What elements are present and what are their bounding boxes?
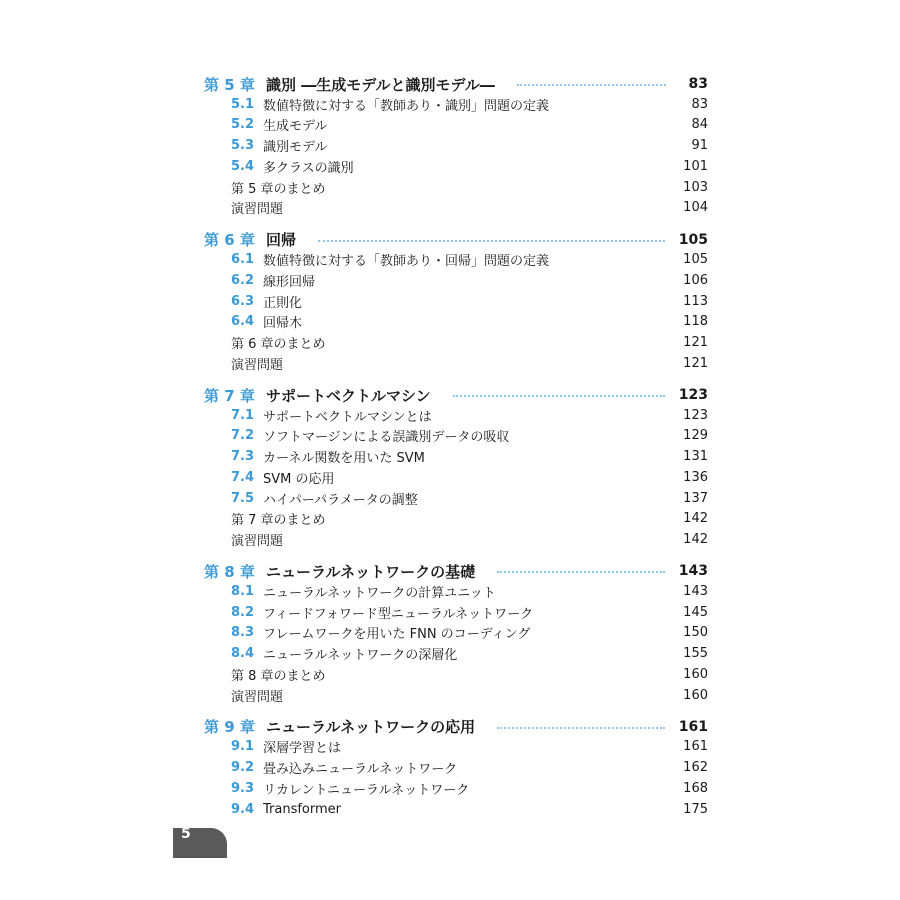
section-row xyxy=(231,333,708,353)
section-number: 5.4 xyxy=(231,158,255,174)
dotted-leader xyxy=(318,240,665,242)
section-title: 演習問題 xyxy=(231,202,284,218)
section-title: 演習問題 xyxy=(231,357,284,373)
section-row xyxy=(231,467,708,487)
section-title: 数値特徴に対する「教師あり・識別」問題の定義 xyxy=(263,98,550,114)
section-row xyxy=(231,644,708,664)
chapter-row xyxy=(204,229,708,251)
section-page-number: 121 xyxy=(683,335,708,350)
chapter-page-number: 105 xyxy=(678,231,708,248)
section-title: SVM の応用 xyxy=(263,471,335,487)
section-number: 9.2 xyxy=(231,760,255,775)
chapter-page-number: 123 xyxy=(678,387,708,403)
section-row xyxy=(231,250,708,270)
chapter-label: 第 7 章 xyxy=(204,386,255,405)
section-page-number: 168 xyxy=(683,780,708,796)
section-title: フィードフォワード型ニューラルネットワーク xyxy=(263,606,534,622)
section-title: 第 6 章のまとめ xyxy=(231,337,326,352)
section-row xyxy=(231,270,708,290)
section-row xyxy=(231,602,708,622)
section-page-number: 150 xyxy=(683,625,708,641)
section-row xyxy=(231,623,708,643)
section-title: ハイパーパラメータの調整 xyxy=(263,492,418,508)
section-row xyxy=(231,405,708,425)
section-number: 5.1 xyxy=(231,96,255,112)
chapter-row xyxy=(204,73,708,95)
section-number: 9.3 xyxy=(231,780,255,796)
section-title: 多クラスの識別 xyxy=(263,160,354,176)
section-page-number: 104 xyxy=(683,200,708,216)
section-title: リカレントニューラルネットワーク xyxy=(263,782,470,798)
chapter-title: ニューラルネットワークの基礎 xyxy=(266,562,476,581)
section-page-number: 83 xyxy=(691,96,708,112)
section-number: 6.1 xyxy=(231,252,255,267)
section-page-number: 118 xyxy=(683,314,708,330)
section-row xyxy=(231,737,708,757)
dotted-leader xyxy=(453,395,665,397)
section-page-number: 145 xyxy=(683,604,708,620)
section-page-number: 155 xyxy=(683,646,708,661)
chapter-title: サポートベクトルマシン xyxy=(266,386,431,405)
page-bottom-area xyxy=(0,842,900,900)
section-page-number: 84 xyxy=(691,117,708,133)
chapter-page-number: 161 xyxy=(678,718,708,735)
section-number: 5.2 xyxy=(231,117,255,133)
section-page-number: 121 xyxy=(683,355,708,371)
section-number: 6.3 xyxy=(231,293,255,309)
section-title: 数値特徴に対する「教師あり・回帰」問題の定義 xyxy=(263,254,550,269)
section-title: 演習問題 xyxy=(231,689,284,705)
section-number: 9.4 xyxy=(231,801,255,817)
section-page-number: 160 xyxy=(683,687,708,703)
section-number: 7.2 xyxy=(231,428,255,444)
section-number: 6.2 xyxy=(231,272,255,288)
section-row xyxy=(231,312,708,332)
section-page-number: 113 xyxy=(683,293,708,309)
section-page-number: 161 xyxy=(683,739,708,755)
section-row xyxy=(231,447,708,467)
chapter-row xyxy=(204,384,708,406)
dotted-leader xyxy=(497,727,665,729)
section-number: 8.2 xyxy=(231,604,255,620)
section-title: ニューラルネットワークの深層化 xyxy=(263,648,458,663)
section-page-number: 143 xyxy=(683,583,708,599)
chapter-page-number: 143 xyxy=(678,563,708,580)
section-row xyxy=(231,353,708,373)
section-row xyxy=(231,198,708,218)
section-row xyxy=(231,94,708,114)
section-row xyxy=(231,136,708,156)
section-title: 第 8 章のまとめ xyxy=(231,668,326,684)
section-row xyxy=(231,509,708,529)
section-title: 正則化 xyxy=(263,295,303,311)
dotted-leader xyxy=(517,84,666,86)
section-page-number: 137 xyxy=(683,490,708,506)
section-page-number: 129 xyxy=(683,428,708,444)
section-title: 演習問題 xyxy=(231,534,284,549)
chapter-title: ニューラルネットワークの応用 xyxy=(266,718,476,737)
section-number: 7.3 xyxy=(231,449,255,464)
section-row xyxy=(231,291,708,311)
section-number: 7.4 xyxy=(231,469,255,485)
section-title: 第 7 章のまとめ xyxy=(231,513,326,529)
chapter-row xyxy=(204,560,708,582)
section-row xyxy=(231,685,708,705)
section-row xyxy=(231,115,708,135)
section-page-number: 105 xyxy=(683,252,708,267)
chapter-label: 第 9 章 xyxy=(204,718,255,737)
section-row xyxy=(231,156,708,176)
section-page-number: 103 xyxy=(683,179,708,195)
section-title: フレームワークを用いた FNN のコーディング xyxy=(263,627,531,643)
section-page-number: 160 xyxy=(683,666,708,682)
section-title: ソフトマージンによる誤識別データの吸収 xyxy=(263,430,510,446)
section-row xyxy=(231,530,708,550)
section-row xyxy=(231,778,708,798)
section-row xyxy=(231,664,708,684)
chapter-label: 第 8 章 xyxy=(204,562,255,581)
section-page-number: 101 xyxy=(683,158,708,174)
section-number: 7.5 xyxy=(231,490,255,506)
section-title: 識別モデル xyxy=(263,140,328,155)
section-title: 回帰木 xyxy=(263,316,303,332)
section-number: 6.4 xyxy=(231,314,255,330)
section-number: 5.3 xyxy=(231,138,255,153)
section-title: 線形回帰 xyxy=(263,274,316,290)
section-row xyxy=(231,799,708,819)
chapter-title: 識別 ―生成モデルと識別モデル― xyxy=(266,75,495,94)
section-title: 畳み込みニューラルネットワーク xyxy=(263,762,458,777)
section-page-number: 142 xyxy=(683,532,708,547)
section-row xyxy=(231,581,708,601)
section-page-number: 91 xyxy=(691,138,708,153)
section-number: 8.3 xyxy=(231,625,255,641)
section-number: 9.1 xyxy=(231,739,255,755)
section-title: サポートベクトルマシンとは xyxy=(263,409,432,425)
section-page-number: 131 xyxy=(683,449,708,464)
section-number: 8.1 xyxy=(231,583,255,599)
chapter-label: 第 5 章 xyxy=(204,75,255,94)
chapter-page-number: 83 xyxy=(688,76,708,92)
section-title: カーネル関数を用いた SVM xyxy=(263,451,425,466)
section-title: 第 5 章のまとめ xyxy=(231,181,326,197)
section-number: 8.4 xyxy=(231,646,255,661)
section-title: 生成モデル xyxy=(263,119,328,135)
section-title: 深層学習とは xyxy=(263,741,342,757)
section-page-number: 136 xyxy=(683,469,708,485)
section-page-number: 175 xyxy=(683,801,708,817)
section-page-number: 106 xyxy=(683,272,708,288)
chapter-row xyxy=(204,716,708,738)
chapter-title: 回帰 xyxy=(266,231,297,249)
section-row xyxy=(231,488,708,508)
section-page-number: 162 xyxy=(683,760,708,775)
dotted-leader xyxy=(497,571,665,573)
section-page-number: 142 xyxy=(683,511,708,527)
section-row xyxy=(231,758,708,778)
section-row xyxy=(231,177,708,197)
section-page-number: 123 xyxy=(683,407,708,423)
section-title: Transformer xyxy=(263,801,342,817)
section-row xyxy=(231,426,708,446)
page-tab-badge: 5 xyxy=(173,828,227,858)
chapter-label: 第 6 章 xyxy=(204,231,255,249)
section-number: 7.1 xyxy=(231,407,255,423)
section-title: ニューラルネットワークの計算ユニット xyxy=(263,585,496,601)
